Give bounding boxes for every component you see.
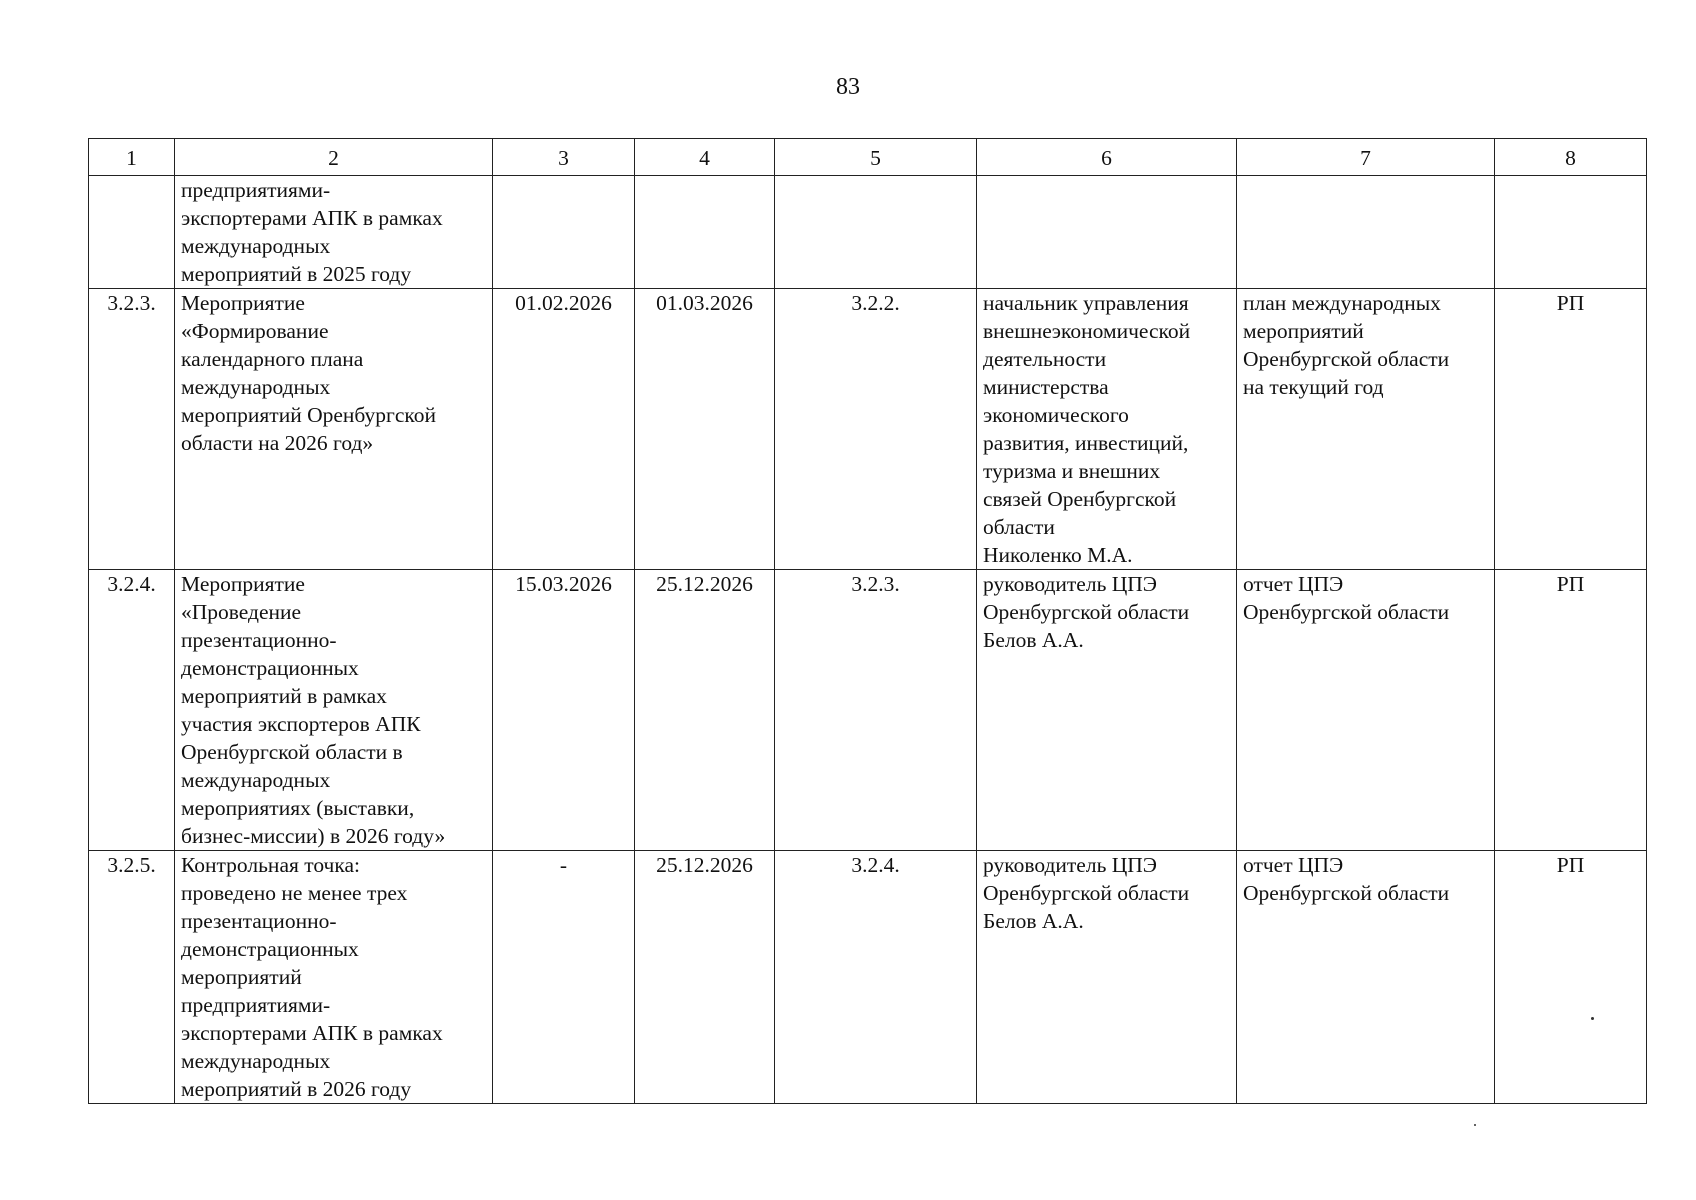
cell-end-date: 25.12.2026 <box>635 851 775 1104</box>
cell-result: отчет ЦПЭ Оренбургской области <box>1237 570 1495 851</box>
cell-result <box>1237 176 1495 289</box>
cell-predecessor: 3.2.3. <box>775 570 977 851</box>
column-header: 1 <box>89 139 175 176</box>
cell-name: Мероприятие «Проведение презентационно- демонстрационных мероприятий в рамках участия экспортеров АПК Оренбургской области в международных мероприятиях (выставки, бизнес-миссии) в 2026 году» <box>175 570 493 851</box>
column-header: 8 <box>1495 139 1647 176</box>
page-number: 83 <box>836 74 860 100</box>
cell-name: Мероприятие «Формирование календарного плана международных мероприятий Оренбургской области на 2026 год» <box>175 289 493 570</box>
cell-start-date: 01.02.2026 <box>493 289 635 570</box>
scan-speck <box>1474 1124 1476 1126</box>
cell-level: РП <box>1495 570 1647 851</box>
cell-level <box>1495 176 1647 289</box>
column-header: 4 <box>635 139 775 176</box>
column-header: 6 <box>977 139 1237 176</box>
scan-speck <box>1591 1017 1594 1020</box>
column-header: 7 <box>1237 139 1495 176</box>
column-header: 2 <box>175 139 493 176</box>
cell-number: 3.2.5. <box>89 851 175 1104</box>
cell-predecessor <box>775 176 977 289</box>
cell-start-date: 15.03.2026 <box>493 570 635 851</box>
column-header: 3 <box>493 139 635 176</box>
cell-predecessor: 3.2.2. <box>775 289 977 570</box>
cell-number: 3.2.3. <box>89 289 175 570</box>
cell-start-date <box>493 176 635 289</box>
cell-end-date: 25.12.2026 <box>635 570 775 851</box>
cell-predecessor: 3.2.4. <box>775 851 977 1104</box>
cell-end-date: 01.03.2026 <box>635 289 775 570</box>
cell-start-date: - <box>493 851 635 1104</box>
cell-level: РП <box>1495 851 1647 1104</box>
cell-responsible: начальник управления внешнеэкономической деятельности министерства экономического развития, инвестиций, туризма и внешних связей Оренбургской области Николенко М.А. <box>977 289 1237 570</box>
cell-responsible <box>977 176 1237 289</box>
table-row <box>89 289 1647 570</box>
plan-table <box>88 138 1647 1104</box>
table-row <box>89 851 1647 1104</box>
cell-responsible: руководитель ЦПЭ Оренбургской области Белов А.А. <box>977 570 1237 851</box>
cell-number: 3.2.4. <box>89 570 175 851</box>
cell-result: план международных мероприятий Оренбургской области на текущий год <box>1237 289 1495 570</box>
table-row <box>89 570 1647 851</box>
cell-name: Контрольная точка: проведено не менее трех презентационно- демонстрационных мероприятий предприятиями- экспортерами АПК в рамках международных мероприятий в 2026 году <box>175 851 493 1104</box>
cell-name: предприятиями- экспортерами АПК в рамках международных мероприятий в 2025 году <box>175 176 493 289</box>
cell-end-date <box>635 176 775 289</box>
table-header-row <box>89 139 1647 176</box>
column-header: 5 <box>775 139 977 176</box>
cell-result: отчет ЦПЭ Оренбургской области <box>1237 851 1495 1104</box>
cell-responsible: руководитель ЦПЭ Оренбургской области Белов А.А. <box>977 851 1237 1104</box>
cell-number <box>89 176 175 289</box>
table-row <box>89 176 1647 289</box>
cell-level: РП <box>1495 289 1647 570</box>
